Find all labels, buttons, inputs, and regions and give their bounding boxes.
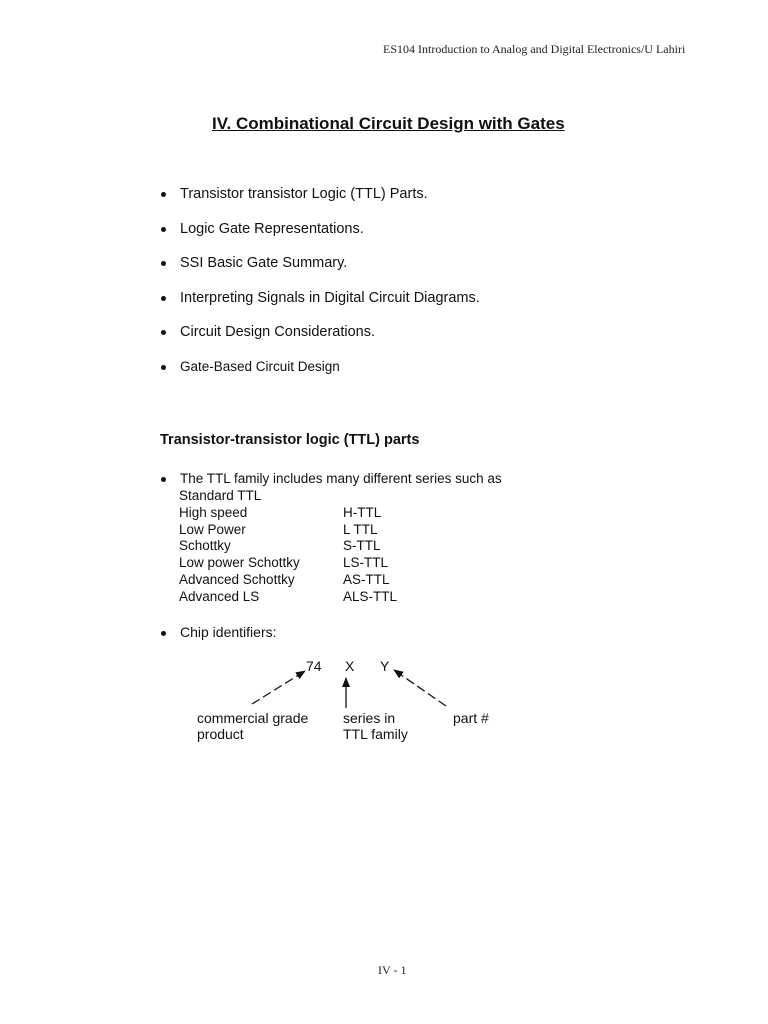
series-abbr: AS-TTL: [343, 571, 390, 587]
series-abbr: L TTL: [343, 521, 378, 537]
prefix-description: [197, 710, 308, 742]
chip-identifiers-label: Chip identifiers:: [180, 624, 277, 640]
ttl-section-title: Transistor-transistor logic (TTL) parts: [160, 432, 420, 448]
bullet-icon: [161, 477, 166, 482]
series-abbr: S-TTL: [343, 538, 381, 554]
part-description: part #: [453, 710, 489, 726]
series-row: [179, 555, 479, 572]
topic-text: Circuit Design Considerations.: [180, 324, 376, 340]
chip-series-symbol: X: [345, 658, 355, 674]
chip-prefix: 74: [306, 658, 322, 674]
topic-item: [160, 253, 480, 288]
topic-item: [160, 322, 480, 357]
bullet-icon: [161, 631, 166, 636]
topic-text: Gate-Based Circuit Design: [180, 358, 340, 374]
bullet-icon: [161, 227, 166, 232]
series-name: Low power Schottky: [179, 555, 300, 571]
series-abbr: LS-TTL: [343, 555, 389, 571]
topic-text: Transistor transistor Logic (TTL) Parts.: [180, 186, 428, 202]
ttl-series-table: [179, 488, 479, 606]
section-title: IV. Combinational Circuit Design with Gates: [212, 114, 565, 133]
bullet-icon: [161, 296, 166, 301]
topic-item: [160, 357, 480, 392]
topic-text: SSI Basic Gate Summary.: [180, 255, 348, 271]
series-name: Standard TTL: [179, 488, 262, 503]
topic-item: [160, 288, 480, 323]
series-description: [343, 710, 408, 742]
series-row: [179, 488, 479, 505]
bullet-icon: [161, 330, 166, 335]
topic-item: [160, 184, 480, 219]
series-name: Low Power: [179, 521, 246, 537]
prefix-arrow: [252, 671, 305, 704]
prefix-description-line: product: [197, 726, 244, 742]
series-name: Advanced Schottky: [179, 571, 295, 587]
topic-text: Logic Gate Representations.: [180, 220, 364, 237]
ttl-intro-text: The TTL family includes many different series such as: [180, 471, 502, 486]
series-abbr: H-TTL: [343, 504, 382, 520]
series-row: [179, 505, 479, 522]
series-abbr: ALS-TTL: [343, 588, 398, 604]
bullet-icon: [161, 365, 166, 370]
series-row: [179, 522, 479, 539]
chip-part-symbol: Y: [380, 658, 390, 674]
bullet-icon: [161, 261, 166, 266]
series-name: Advanced LS: [179, 588, 260, 604]
series-description-line: series in: [343, 710, 396, 726]
series-description-line: TTL family: [343, 726, 408, 742]
topic-text: Interpreting Signals in Digital Circuit Diagrams.: [180, 289, 480, 306]
topic-item: [160, 219, 480, 254]
part-arrow: [394, 670, 446, 706]
series-name: High speed: [179, 504, 248, 520]
series-row: [179, 589, 479, 606]
topic-list: [160, 184, 480, 391]
prefix-description-line: commercial grade: [197, 710, 309, 726]
series-row: [179, 538, 479, 555]
series-row: [179, 572, 479, 589]
running-header: ES104 Introduction to Analog and Digital Electronics/U Lahiri: [383, 42, 686, 56]
series-name: Schottky: [179, 538, 231, 554]
bullet-icon: [161, 192, 166, 197]
page-number: IV - 1: [378, 963, 407, 977]
